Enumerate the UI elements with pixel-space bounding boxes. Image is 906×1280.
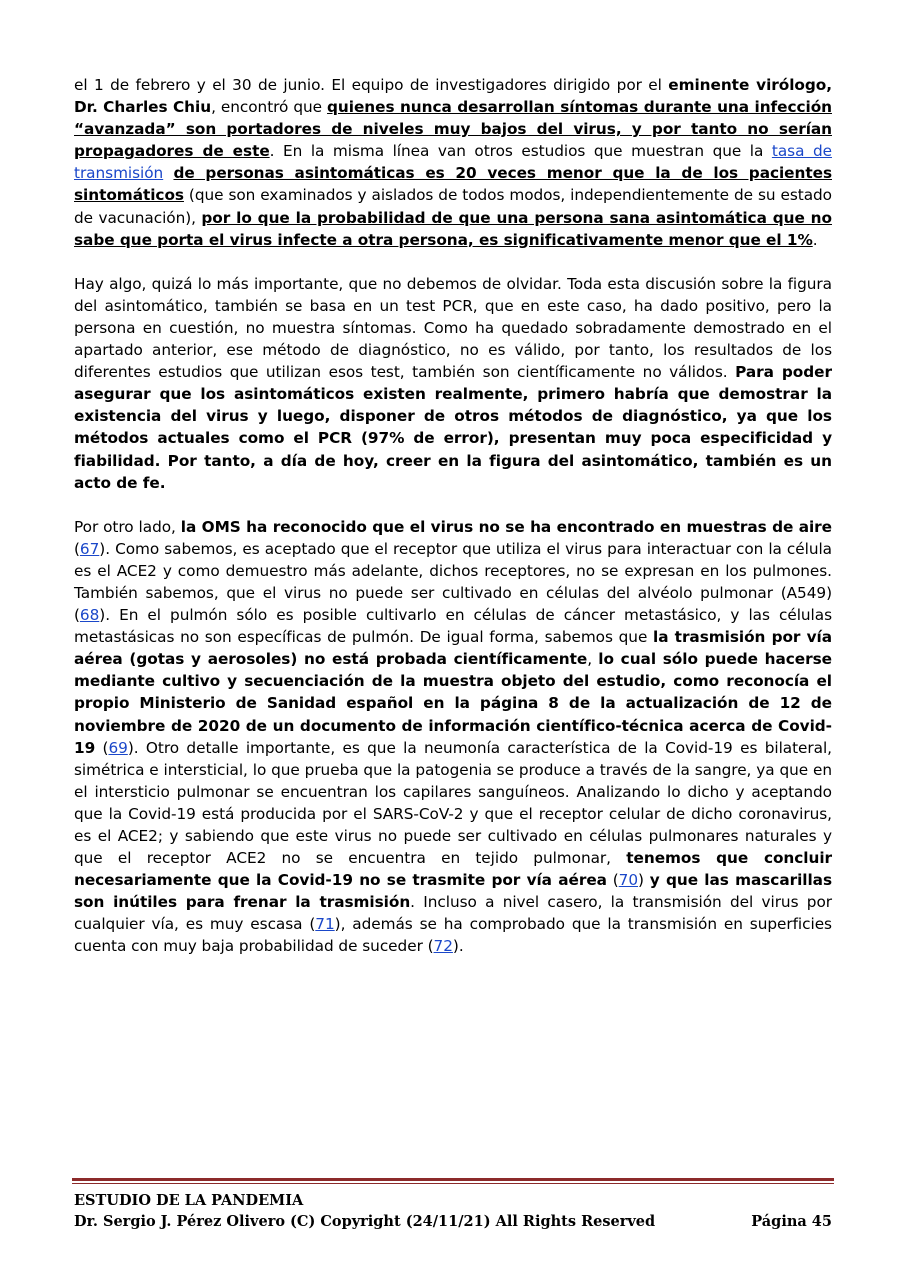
paragraph-1: el 1 de febrero y el 30 de junio. El equipo de investigadores dirigido por el eminente virólogo, Dr. Charles Chiu, encontró que quienes nunca desarrollan síntomas durante una infección “avanzada” son portadores de niveles muy bajos del virus, y por tanto no serían propagadores de este. En la misma línea van otros estudios que muestran que la tasa de transmisión de personas asintomáticas es 20 veces menor que la de los pacientes sintomáticos (que son examinados y aislados de todos modos, independientemente de su estado de vacunación), por lo que la probabilidad de que una persona sana asintomática que no sabe que porta el virus infecte a otra persona, es significativamente menor que el 1%. [74,76,832,249]
bold-underlined-text: quienes nunca desarrollan síntomas durante una infección “avanzada” son portadores de niveles muy bajos del virus, y por tanto no serían propagadores de este [74,98,832,161]
bold-text: tenemos que concluir necesariamente que la Covid-19 no se trasmite por vía aérea [74,849,833,890]
bold-text: eminente virólogo, Dr. Charles Chiu [74,76,832,117]
reference-link-67[interactable]: 67 [79,539,100,558]
link-tasa-de-transmision[interactable]: tasa de transmisión [74,142,832,183]
bold-underlined-text: de personas asintomáticas es 20 veces menor que la de los pacientes sintomáticos [74,164,832,205]
reference-link-68[interactable]: 68 [79,606,100,625]
reference-link-71[interactable]: 71 [315,915,335,934]
footer-copyright: Dr. Sergio J. Pérez Olivero (C) Copyright (24/11/21) All Rights Reserved [74,1213,656,1230]
reference-link-70[interactable]: 70 [618,871,639,890]
footer-divider-thin [72,1183,834,1184]
footer-divider-thick [72,1178,834,1181]
page-footer [74,1190,832,1232]
bold-text: la trasmisión por vía aérea (gotas y aerosoles) no está probada científicamente [74,628,832,669]
reference-link-69[interactable]: 69 [108,738,128,757]
bold-text: lo cual sólo puede hacerse mediante cultivo y secuenciación de la muestra objeto del estudio, como reconocía el propio Ministerio de Sanidad español en la página 8 de la actualización de 12 de noviembre de 2020 de un documento de información científico-técnica acerca de Covid-19 [74,650,832,757]
footer-title: ESTUDIO DE LA PANDEMIA [74,1192,304,1209]
bold-text: Para poder asegurar que los asintomáticos existen realmente, primero habría que demostrar la existencia del virus y luego, disponer de otros métodos de diagnóstico, ya que los métodos actuales como el PCR (97% de error), presentan muy poca especificidad y fiabilidad. Por tanto, a día de hoy, creer en la figura del asintomático, también es un acto de fe. [74,363,832,492]
body-text [74,74,832,980]
paragraph-3: Por otro lado, la OMS ha reconocido que el virus no se ha encontrado en muestras de aire (67). Como sabemos, es aceptado que el receptor que utiliza el virus para interactuar con la célula es el ACE2 y como demuestro más adelante, dichos receptores, no se expresan en los pulmones. También sabemos, que el virus no puede ser cultivado en células del alvéolo pulmonar (A549) (68). En el pulmón sólo es posible cultivarlo en células de cáncer metastásico, y las células metastásicas no son específicas de pulmón. De igual forma, sabemos que la trasmisión por vía aérea (gotas y aerosoles) no está probada científicamente, lo cual sólo puede hacerse mediante cultivo y secuenciación de la muestra objeto del estudio, como reconocía el propio Ministerio de Sanidad español en la página 8 de la actualización de 12 de noviembre de 2020 de un documento de información científico-técnica acerca de Covid-19 (69). Otro detalle importante, es que la neumonía característica de la Covid-19 es bilateral, simétrica e intersticial, lo que prueba que la patogenia se produce a través de la sangre, ya que en el intersticio pulmonar se encuentran los capilares sanguíneos. Analizando lo dicho y aceptando que la Covid-19 está producida por el SARS-CoV-2 y que el receptor celular de dicho coronavirus, es el ACE2; y sabiendo que este virus no puede ser cultivado en células pulmonares naturales y que el receptor ACE2 no se encuentra en tejido pulmonar, tenemos que concluir necesariamente que la Covid-19 no se trasmite por vía aérea (70) y que las mascarillas son inútiles para frenar la trasmisión. Incluso a nivel casero, la transmisión del virus por cualquier vía, es muy escasa (71), además se ha comprobado que la transmisión en superficies cuenta con muy baja probabilidad de suceder (72). [74,517,833,956]
footer-line [74,1211,832,1232]
bold-underlined-text: por lo que la probabilidad de que una persona sana asintomática que no sabe que porta el virus infecte a otra persona, es significativamente menor que el 1% [74,208,832,249]
reference-link-72[interactable]: 72 [433,937,453,956]
bold-text: la OMS ha reconocido que el virus no se ha encontrado en muestras de aire [180,517,832,536]
page-number: Página 45 [751,1213,832,1230]
paragraph-2: Hay algo, quizá lo más importante, que no debemos de olvidar. Toda esta discusión sobre la figura del asintomático, también se basa en un test PCR, que en este caso, ha dado positivo, pero la persona en cuestión, no muestra síntomas. Como ha quedado sobradamente demostrado en el apartado anterior, ese método de diagnóstico, no es válido, por tanto, los resultados de los diferentes estudios que utilizan esos test, también son científicamente no válidos. Para poder asegurar que los asintomáticos existen realmente, primero habría que demostrar la existencia del virus y luego, disponer de otros métodos de diagnóstico, ya que los métodos actuales como el PCR (97% de error), presentan muy poca especificidad y fiabilidad. Por tanto, a día de hoy, creer en la figura del asintomático, también es un acto de fe. [74,274,832,492]
bold-text: y que las mascarillas son inútiles para frenar la trasmisión [74,871,832,912]
